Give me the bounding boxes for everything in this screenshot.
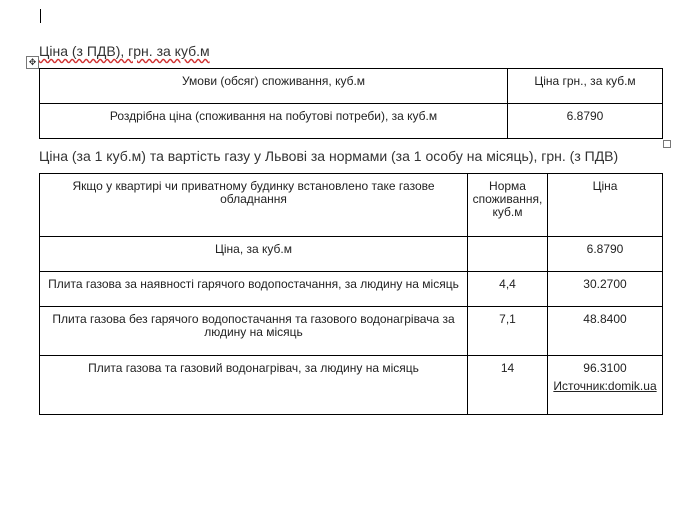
- table-header-cell: Умови (обсяг) споживання, куб.м: [40, 69, 508, 104]
- table-move-handle-icon[interactable]: ✥: [26, 56, 39, 69]
- text-cursor: [40, 9, 41, 23]
- table-row: [40, 272, 663, 307]
- table-header-cell: Норма споживання, куб.м: [468, 174, 548, 237]
- table-resize-handle[interactable]: [663, 140, 671, 148]
- heading-norms: Ціна (за 1 куб.м) та вартість газу у Львові за нормами (за 1 особу на місяць), грн. (з ПДВ): [39, 148, 619, 164]
- table-cell: [468, 237, 548, 272]
- table-cell: 30.2700: [548, 272, 663, 307]
- table-row: [40, 104, 663, 139]
- norms-table: [39, 173, 663, 415]
- table-row: [40, 307, 663, 356]
- heading-price: Ціна (з ПДВ), грн. за куб.м: [39, 43, 210, 59]
- table-cell: Плита газова та газовий водонагрівач, за людину на місяць: [40, 356, 468, 415]
- table-cell: 4,4: [468, 272, 548, 307]
- table-cell: 6.8790: [548, 237, 663, 272]
- table-cell: Плита газова без гарячого водопостачання та газового водонагрівача за людину на місяць: [40, 307, 468, 356]
- table-cell: Плита газова за наявності гарячого водопостачання, за людину на місяць: [40, 272, 468, 307]
- source-link[interactable]: Источник:domik.ua: [553, 379, 657, 393]
- table-header-cell: Якщо у квартирі чи приватному будинку встановлено таке газове обладнання: [40, 174, 468, 237]
- table-cell: Роздрібна ціна (споживання на побутові потреби), за куб.м: [40, 104, 508, 139]
- price-value: 96.3100: [583, 361, 627, 375]
- table-cell: Ціна, за куб.м: [40, 237, 468, 272]
- table-row: [40, 356, 663, 415]
- table-cell-price: [548, 356, 663, 415]
- table-header-cell: Ціна: [548, 174, 663, 237]
- table-row: [40, 69, 663, 104]
- table-cell: 48.8400: [548, 307, 663, 356]
- table-row: [40, 237, 663, 272]
- table-header-cell: Ціна грн., за куб.м: [508, 69, 663, 104]
- table-cell: 6.8790: [508, 104, 663, 139]
- price-table: [39, 68, 663, 139]
- table-cell: 7,1: [468, 307, 548, 356]
- table-row: [40, 174, 663, 237]
- table-cell: 14: [468, 356, 548, 415]
